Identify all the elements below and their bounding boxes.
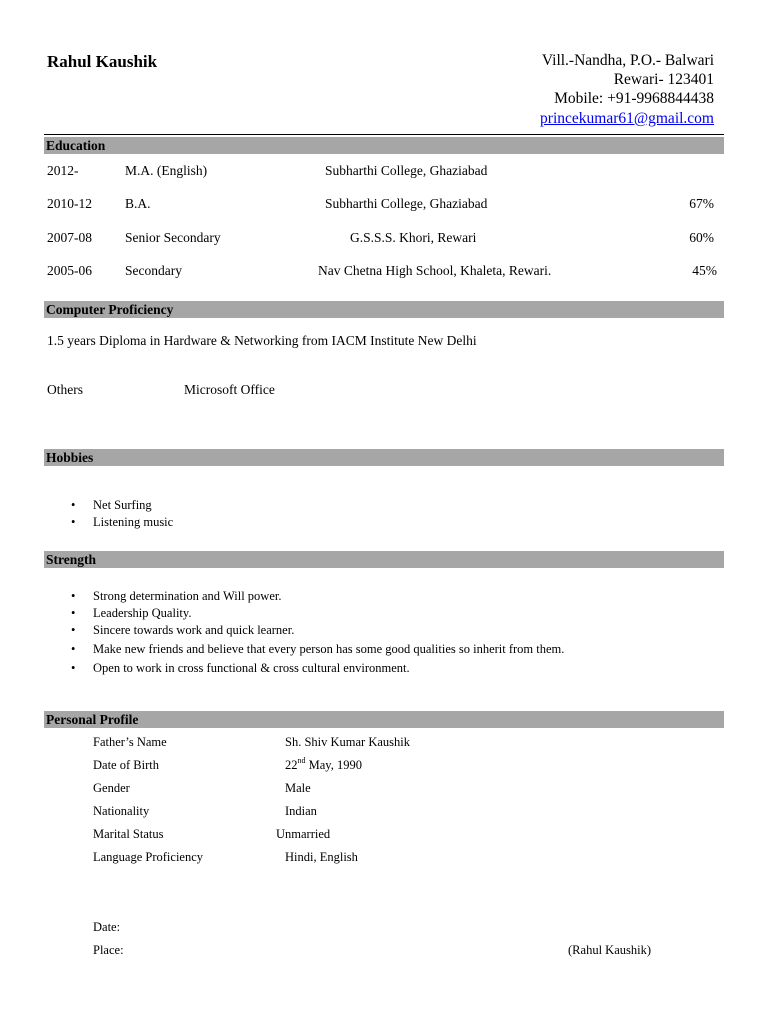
edu-institution: Nav Chetna High School, Khaleta, Rewari. (318, 263, 552, 278)
profile-label: Nationality (93, 804, 150, 818)
edu-degree: B.A. (125, 196, 151, 211)
edu-year: 2012- (47, 163, 79, 178)
mobile-number: Mobile: +91-9968844438 (554, 90, 714, 107)
edu-year: 2010-12 (47, 196, 92, 211)
profile-label: Marital Status (93, 827, 164, 841)
profile-value-dob: 22nd May, 1990 (285, 756, 362, 772)
profile-value: Male (285, 781, 311, 795)
section-education-header: Education (44, 137, 724, 154)
list-item: • Net Surfing (47, 497, 173, 514)
list-item: • Leadership Quality. (47, 605, 564, 622)
edu-year: 2007-08 (47, 230, 92, 245)
list-item: • Sincere towards work and quick learner. (47, 622, 564, 639)
edu-score: 67% (689, 196, 714, 211)
place-label: Place: (93, 943, 124, 957)
address-line-1: Vill.-Nandha, P.O.- Balwari (541, 52, 714, 69)
profile-value: Hindi, English (285, 850, 358, 864)
edu-institution: G.S.S.S. Khori, Rewari (350, 230, 477, 245)
signature: (Rahul Kaushik) (568, 943, 651, 957)
profile-label: Father’s Name (93, 735, 167, 749)
computer-diploma: 1.5 years Diploma in Hardware & Networking from IACM Institute New Delhi (47, 333, 477, 348)
others-value: Microsoft Office (184, 382, 275, 397)
list-item: • Make new friends and believe that every person has some good qualities so inherit from them. (47, 641, 564, 658)
email-link[interactable]: princekumar61@gmail.com (540, 110, 714, 127)
edu-institution: Subharthi College, Ghaziabad (325, 163, 488, 178)
candidate-name: Rahul Kaushik (47, 52, 158, 71)
profile-value: Indian (285, 804, 317, 818)
profile-label: Gender (93, 781, 130, 795)
list-item: • Open to work in cross functional & cross cultural environment. (47, 660, 564, 677)
section-strength-header: Strength (44, 551, 724, 568)
edu-score: 60% (689, 230, 714, 245)
profile-value: Unmarried (276, 827, 331, 841)
edu-year: 2005-06 (47, 263, 92, 278)
profile-label: Date of Birth (93, 758, 159, 772)
edu-score: 45% (692, 263, 717, 278)
address-line-2: Rewari- 123401 (613, 71, 714, 88)
header-divider (44, 134, 724, 135)
section-hobbies-header: Hobbies (44, 449, 724, 466)
profile-label: Language Proficiency (93, 850, 204, 864)
hobbies-list (47, 497, 173, 530)
strength-list (47, 588, 564, 677)
date-label: Date: (93, 920, 121, 934)
edu-institution: Subharthi College, Ghaziabad (325, 196, 488, 211)
others-label: Others (47, 382, 83, 397)
edu-degree: M.A. (English) (125, 163, 208, 178)
profile-value: Sh. Shiv Kumar Kaushik (285, 735, 410, 749)
list-item: • Listening music (47, 514, 173, 531)
edu-degree: Senior Secondary (125, 230, 221, 245)
section-computer-header: Computer Proficiency (44, 301, 724, 318)
list-item: • Strong determination and Will power. (47, 588, 564, 605)
section-personal-header: Personal Profile (44, 711, 724, 728)
edu-degree: Secondary (125, 263, 182, 278)
